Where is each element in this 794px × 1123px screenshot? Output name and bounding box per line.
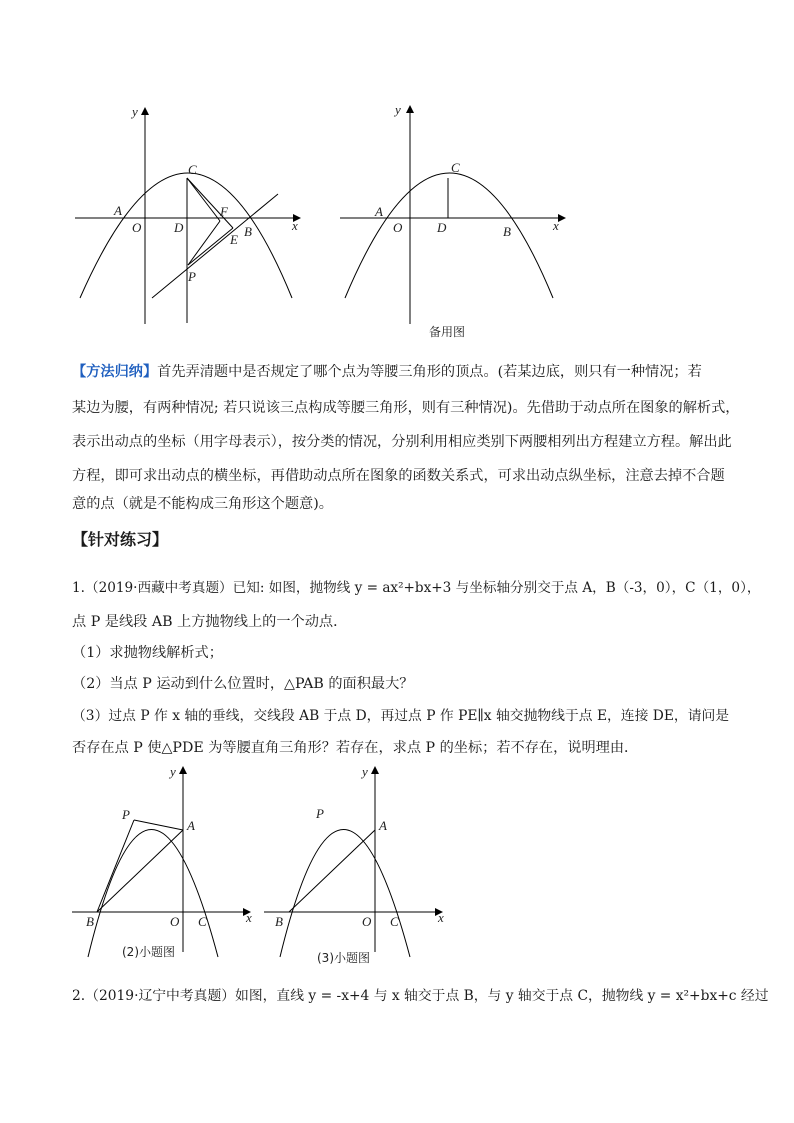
label-O: O — [362, 914, 372, 929]
caption-backup: 备用图 — [429, 325, 466, 339]
label-A: A — [187, 818, 195, 833]
label-D: D — [174, 220, 184, 235]
label-O: O — [132, 220, 142, 235]
label-x: x — [246, 910, 252, 925]
figure-top-left — [70, 98, 310, 328]
label-O: O — [170, 914, 180, 929]
label-B: B — [86, 914, 94, 929]
method-heading: 【方法归纳】 — [72, 364, 158, 380]
label-C: C — [451, 160, 460, 175]
label-E: E — [230, 232, 238, 247]
label-B: B — [275, 914, 283, 929]
practice-heading: 【针对练习】 — [72, 530, 169, 549]
label-A: A — [114, 203, 122, 218]
parabola — [80, 173, 292, 298]
figure-q1-part3 — [262, 762, 462, 972]
label-F: F — [220, 204, 228, 219]
segment-ce — [187, 178, 233, 228]
segment-ba — [289, 830, 375, 912]
label-C: C — [390, 914, 399, 929]
segment-ba — [97, 830, 183, 912]
q1-line-2: 点 P 是线段 AB 上方抛物线上的一个动点． — [72, 614, 348, 630]
label-x: x — [438, 910, 444, 925]
label-D: D — [437, 220, 447, 235]
label-y: y — [132, 104, 138, 119]
label-P: P — [122, 807, 130, 822]
figure-top-right — [335, 98, 575, 348]
label-C: C — [188, 162, 197, 177]
method-line-1 — [72, 362, 702, 382]
method-line-5: 意的点（就是不能构成三角形这个题意)。 — [72, 496, 333, 512]
line-pb — [152, 194, 278, 298]
parabola — [280, 830, 410, 958]
label-y: y — [395, 102, 401, 117]
method-text-1: 首先弄清题中是否规定了哪个点为等腰三角形的顶点。(若某边底，则只有一种情况；若 — [157, 364, 702, 380]
label-y: y — [362, 764, 368, 779]
label-O: O — [393, 220, 403, 235]
q1-part-2: （2）当点 P 运动到什么位置时，△PAB 的面积最大？ — [72, 676, 414, 692]
parabola — [88, 830, 218, 958]
figure-q1-part2 — [70, 762, 270, 972]
label-P: P — [316, 806, 324, 821]
label-C: C — [198, 914, 207, 929]
q1-line-1: 1.（2019·西藏中考真题）已知: 如图，抛物线 y = ax²+bx+3 与坐标轴分别交于点 A，B（-3，0），C（1，0）， — [72, 580, 761, 596]
label-B: B — [503, 224, 511, 239]
segment-cf — [187, 178, 220, 221]
label-A: A — [375, 204, 383, 219]
label-x: x — [292, 218, 298, 233]
label-y: y — [170, 764, 176, 779]
q2-line-1: 2.（2019·辽宁中考真题）如图，直线 y = -x+4 与 x 轴交于点 B，与 y 轴交于点 C，抛物线 y = x²+bx+c 经过 — [72, 988, 769, 1004]
method-line-4: 方程，即可求出动点的横坐标，再借助动点所在图象的函数关系式，可求出动点纵坐标，注意去掉不合题 — [72, 468, 725, 484]
label-x: x — [553, 218, 559, 233]
label-A: A — [379, 818, 387, 833]
segment-bp — [97, 820, 134, 912]
caption-q1-part2: (2)小题图 — [122, 945, 175, 959]
q1-part-3a: （3）过点 P 作 x 轴的垂线，交线段 AB 于点 D，再过点 P 作 PE∥x 轴交抛物线于点 E，连接 DE，请问是 — [72, 708, 730, 724]
segment-pa — [134, 820, 183, 830]
label-B: B — [244, 224, 252, 239]
method-line-3: 表示出动点的坐标（用字母表示），按分类的情况，分别利用相应类别下两腰相列出方程建立方程。解出此 — [72, 434, 732, 450]
q1-part-3b: 否存在点 P 使△PDE 为等腰直角三角形？若存在，求点 P 的坐标；若不存在，说明理由． — [72, 740, 639, 756]
parabola — [345, 173, 553, 298]
q1-part-1: （1）求抛物线解析式； — [72, 645, 223, 661]
caption-q1-part3: (3)小题图 — [317, 951, 370, 965]
label-P: P — [188, 269, 196, 284]
method-line-2: 某边为腰，有两种情况; 若只说该三点构成等腰三角形，则有三种情况)。先借助于动点所在图象的解析式， — [72, 400, 740, 416]
